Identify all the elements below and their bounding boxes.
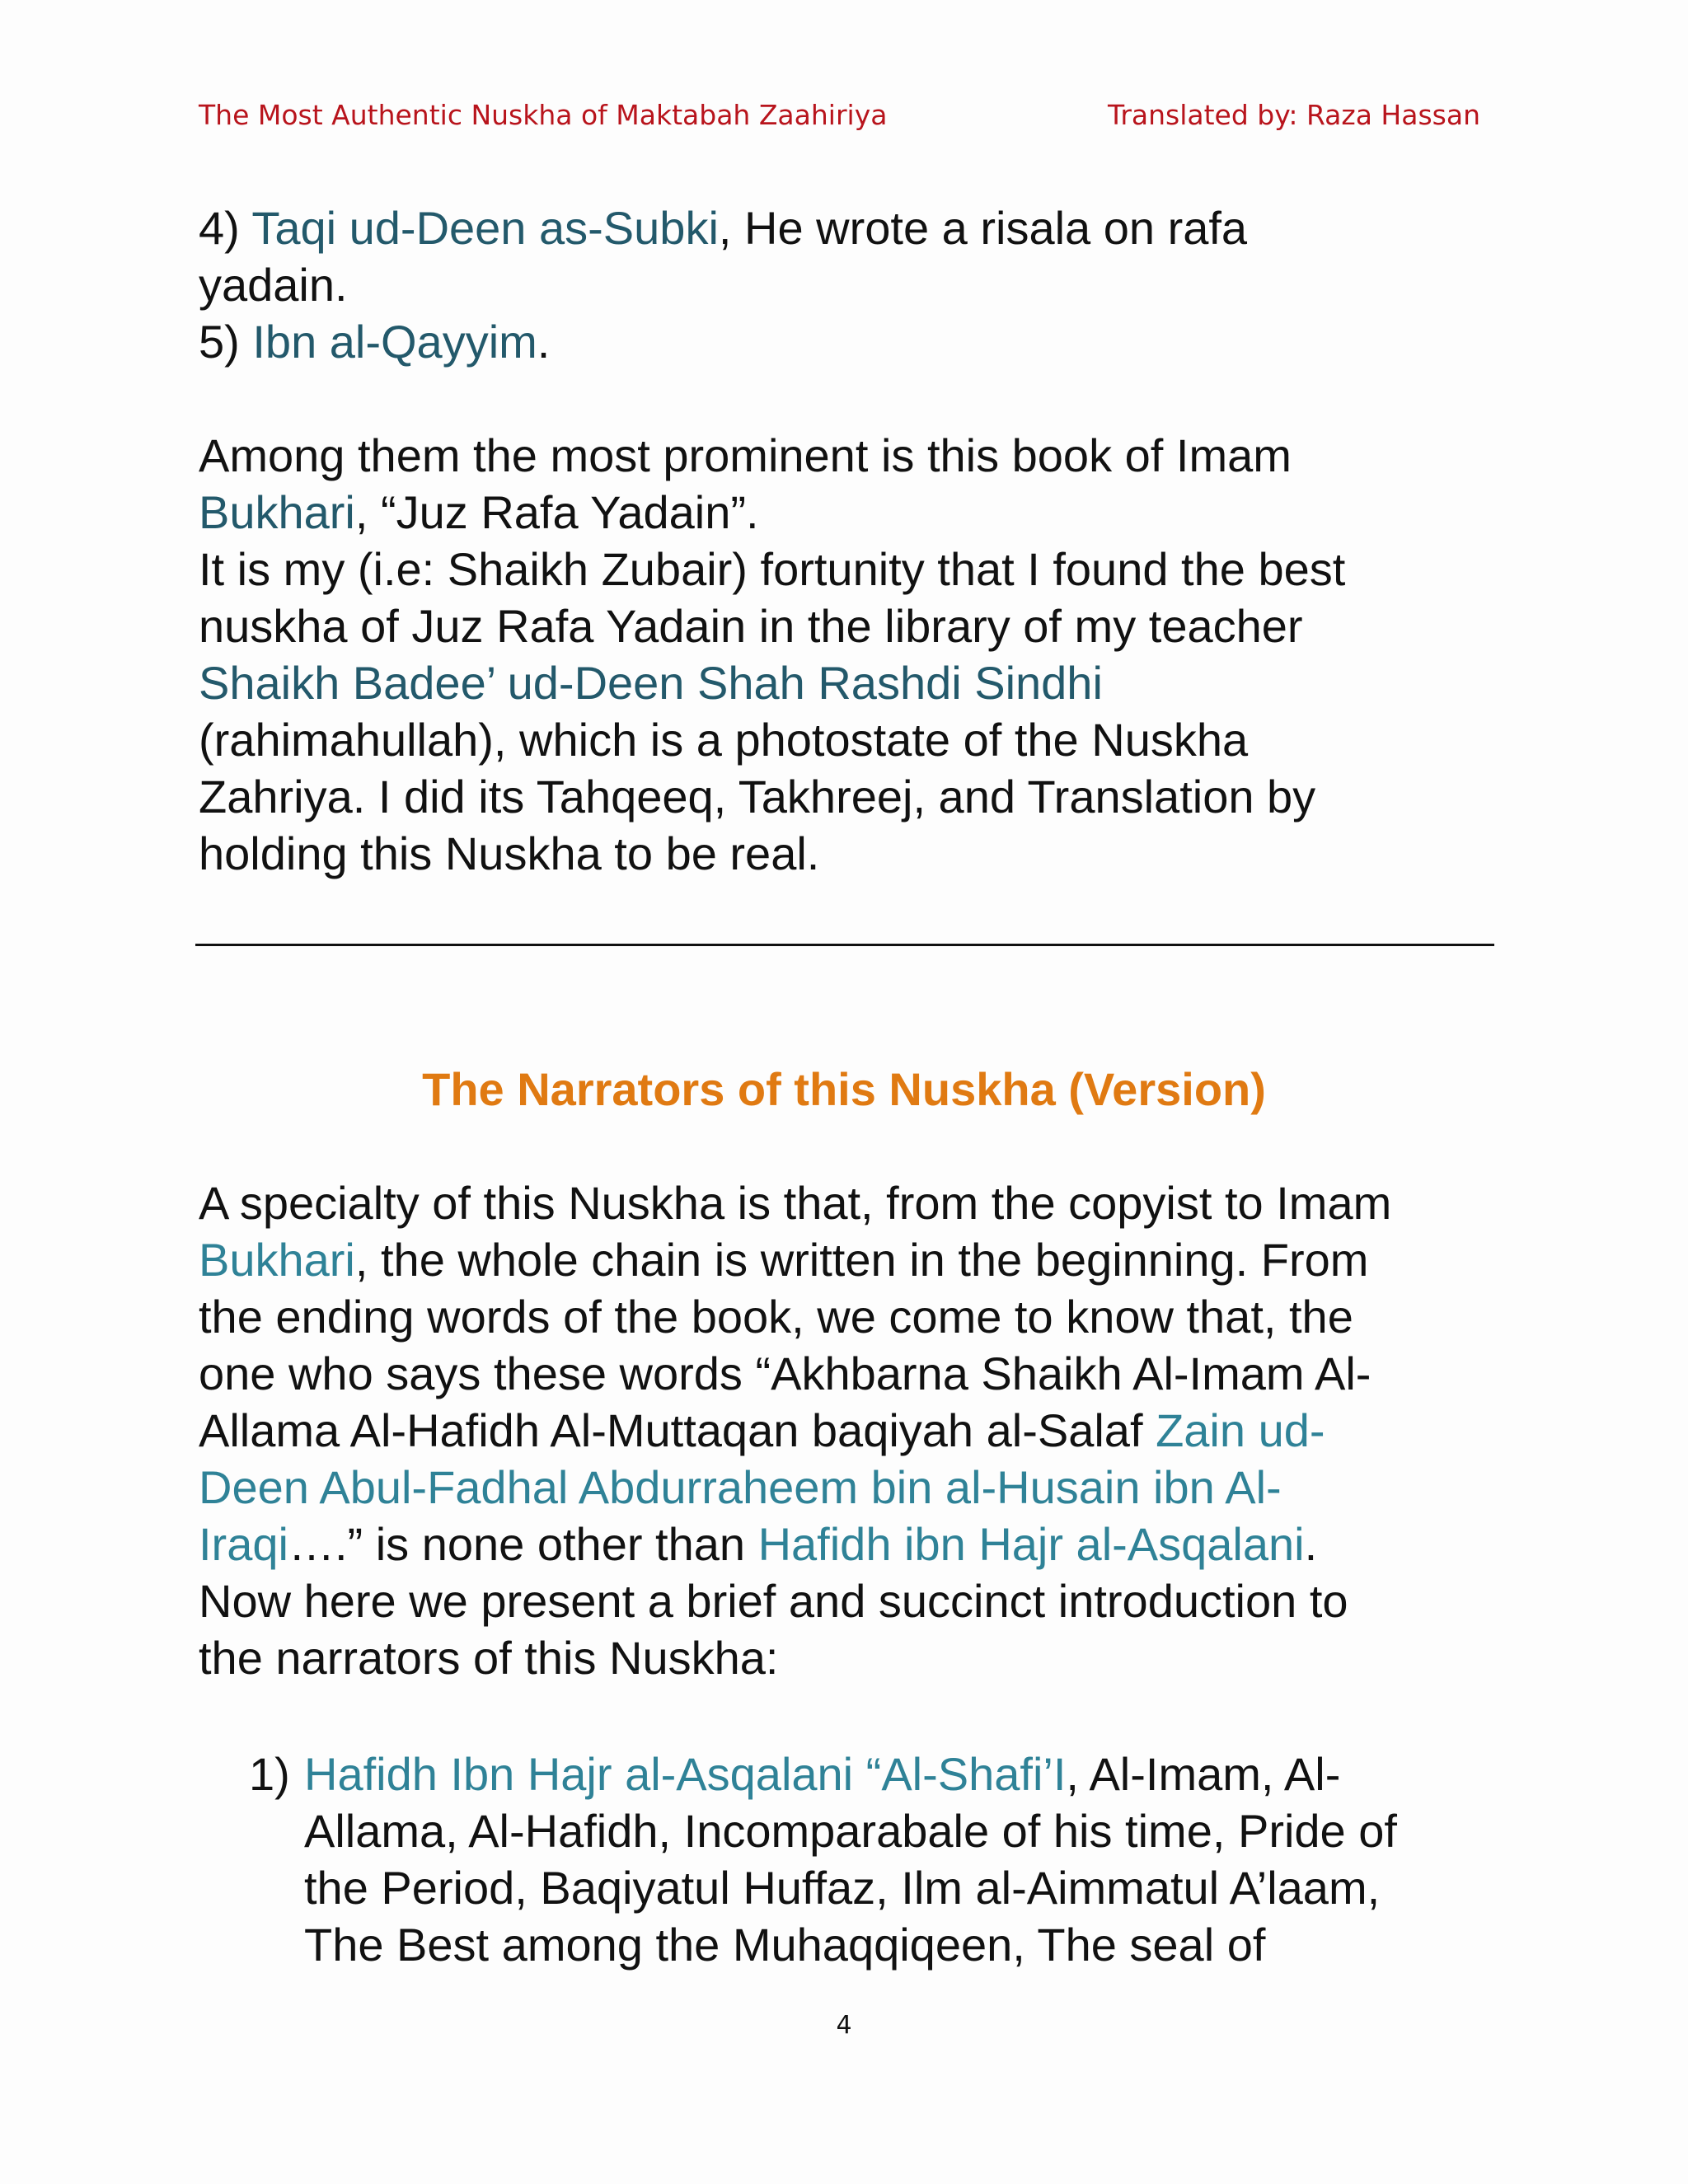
list-item [304, 1746, 1510, 1973]
narrators-list [249, 1746, 1510, 1973]
paragraph-line: the ending words of the book, we come to know that, the [199, 1291, 1353, 1343]
scholar-name: Iraqi [199, 1518, 288, 1570]
narrators-intro [199, 1174, 1501, 1686]
scholar-name: Hafidh ibn Hajr al-Asqalani [757, 1518, 1305, 1570]
item-text: . [537, 316, 551, 368]
page-header [199, 99, 1480, 140]
scholar-name: Ibn al-Qayyim [252, 316, 537, 368]
scholar-name: Deen Abul-Fadhal Abdurraheem bin al-Husain ibn Al- [199, 1461, 1282, 1513]
paragraph-line: Allama, Al-Hafidh, Incomparabale of his time, Pride of [304, 1805, 1397, 1857]
page-number: 4 [836, 2011, 852, 2040]
paragraph-text: , Al-Imam, Al- [1066, 1748, 1341, 1800]
scholar-name: Hafidh Ibn Hajr al-Asqalani “Al-Shafi’I [304, 1748, 1067, 1800]
scholar-name: Bukhari [199, 1234, 355, 1286]
scholar-name: Taqi ud-Deen as-Subki [251, 202, 719, 254]
paragraph-text: ….” is none other than [288, 1518, 758, 1570]
paragraph-text: . [1304, 1518, 1318, 1570]
paragraph-text: Allama Al-Hafidh Al-Muttaqan baqiyah al-Salaf [199, 1404, 1156, 1456]
intro-section [199, 199, 1501, 882]
item-number: 5) [199, 316, 240, 368]
paragraph-text: , the whole chain is written in the beginning. From [354, 1234, 1369, 1286]
paragraph-line: The Best among the Muhaqqiqeen, The seal of [304, 1919, 1266, 1971]
paragraph-line: It is my (i.e: Shaikh Zubair) fortunity that I found the best [199, 543, 1346, 595]
list-item-5 [199, 313, 1501, 370]
paragraph-line: A specialty of this Nuskha is that, from the copyist to Imam [199, 1177, 1392, 1229]
paragraph-line: (rahimahullah), which is a photostate of the Nuskha [199, 714, 1249, 766]
paragraph-line [304, 1746, 1510, 1802]
horizontal-divider [195, 944, 1494, 946]
paragraph-line: one who says these words “Akhbarna Shaikh Al-Imam Al- [199, 1347, 1372, 1399]
paragraph-line: Among them the most prominent is this book of Imam [199, 429, 1292, 481]
section-heading: The Narrators of this Nuskha (Version) [422, 1063, 1266, 1115]
paragraph-line [199, 484, 1501, 541]
paragraph-line [199, 1231, 1501, 1288]
paragraph-line: Zahriya. I did its Tahqeeq, Takhreej, and Translation by [199, 771, 1316, 823]
item-text: , He wrote a risala on rafa [718, 202, 1248, 254]
list-item-4 [199, 199, 1501, 256]
item-number: 4) [199, 202, 240, 254]
item-text-continued: yadain. [199, 259, 348, 311]
paragraph-line: Now here we present a brief and succinct introduction to [199, 1575, 1348, 1627]
header-title: The Most Authentic Nuskha of Maktabah Zaahiriya [199, 99, 888, 131]
scholar-name: Shaikh Badee’ ud-Deen Shah Rashdi Sindhi [199, 657, 1103, 709]
scholar-name: Zain ud- [1156, 1404, 1325, 1456]
paragraph-line: the narrators of this Nuskha: [199, 1632, 779, 1684]
paragraph-line: nuskha of Juz Rafa Yadain in the library of my teacher [199, 600, 1303, 652]
paragraph-line [199, 1402, 1501, 1459]
paragraph-line: the Period, Baqiyatul Huffaz, Ilm al-Aimmatul A’laam, [304, 1862, 1381, 1914]
header-translator: Translated by: Raza Hassan [1108, 99, 1480, 131]
scholar-name: Bukhari [199, 486, 355, 538]
paragraph-line [199, 1516, 1501, 1572]
item-number: 1) [249, 1748, 290, 1800]
paragraph-text: , “Juz Rafa Yadain”. [354, 486, 759, 538]
paragraph-line: holding this Nuskha to be real. [199, 827, 820, 879]
